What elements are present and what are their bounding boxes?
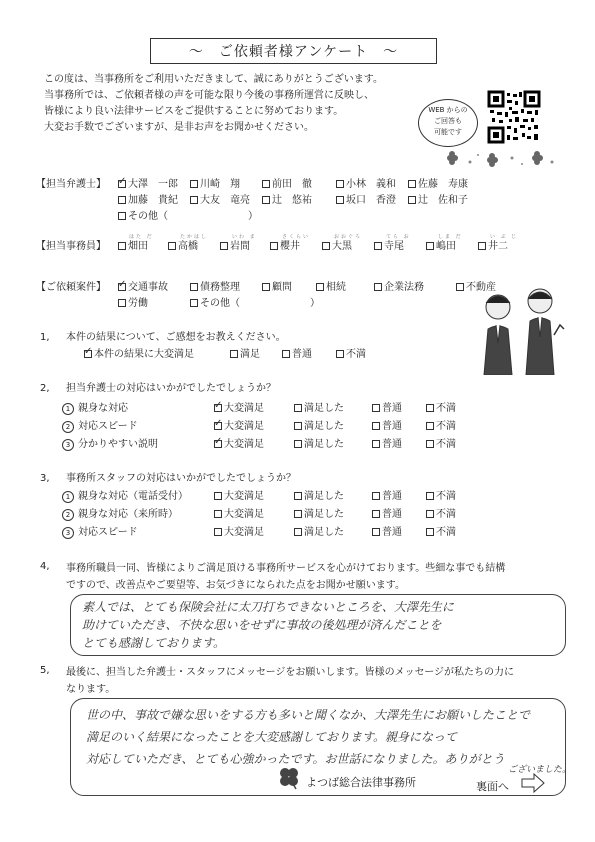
checkbox[interactable] [190,283,198,291]
handwriting-line: 助けていただき、不快な思いをせずに事故の後処理が済んだことを [82,618,442,632]
lawyer-name: 前田 徹 [272,179,312,190]
q2-row [62,420,138,433]
lawyer-name: 大友 竜亮 [200,195,250,206]
checkbox[interactable] [270,242,278,250]
q3-row [62,490,188,503]
checkbox-checked[interactable] [214,404,222,412]
lawyer-name: 加藤 貴紀 [128,195,178,206]
checkbox[interactable] [374,242,382,250]
staff-ruby: てら お [386,234,411,240]
staff-option[interactable] [220,240,250,253]
row-label: 対応スピード [78,421,138,432]
staff-name: 大黒 [332,241,352,252]
case-name: 企業法務 [384,282,424,293]
clover-logo-icon [276,764,302,794]
case-name: 債務整理 [200,282,240,293]
option-label: 不満 [346,349,366,360]
checkbox[interactable] [372,510,380,518]
staff-option[interactable] [322,240,352,253]
title-text: ～ ご依頼者様アンケート ～ [188,44,399,60]
option-label: 大変満足 [224,509,264,520]
row-number: 1 [62,491,74,503]
option-label: 不満 [436,491,456,502]
lawyer-option[interactable] [190,194,250,207]
option-label: 普通 [382,491,402,502]
checkbox[interactable] [336,180,344,188]
web-answer-badge [418,99,478,147]
lawyer-name: 佐藤 寿康 [418,179,468,190]
checkbox[interactable] [168,242,176,250]
option-label: 普通 [382,403,402,414]
staff-name: 井二 [488,241,508,252]
handwriting-line: 世の中、事故で嫌な思いをする方も多いと聞くなか、大澤先生にお願いしたことで [86,708,531,722]
staff-ruby: さくらい [282,234,311,240]
row-number: 2 [62,421,74,433]
q3-answer[interactable] [426,526,456,539]
handwriting-line: とても感謝しております。 [82,636,226,650]
staff-ruby: い ぶ じ [490,234,519,240]
option-label: 大変満足 [224,527,264,538]
option-label: 満足した [304,509,344,520]
q2-answer[interactable] [294,420,344,433]
q2-answer[interactable] [214,438,264,451]
question-number: 5, [40,665,50,676]
staff-section-label: 【担当事務員】 [36,241,106,252]
web-badge-line: ご回答も [434,117,462,125]
handwriting-line: 素人では、とても保険会社に太刀打ちできないところを、大澤先生に [82,600,454,614]
staff-ruby: はた だ [129,234,154,240]
checkbox[interactable] [214,510,222,518]
question-number: 4, [40,561,50,572]
row-number: 1 [62,403,74,415]
handwriting-line: 対応していただき、とても心強かったです。お世話になりました。ありがとう [86,752,505,766]
lawyer-option[interactable] [336,194,396,207]
question-line: 最後に、担当した弁護士・スタッフにメッセージをお願いします。皆様のメッセージが私たちの力に [66,667,514,678]
option-label: 普通 [382,527,402,538]
lawyer-name: 川崎 翔 [200,179,240,190]
row-label: 親身な対応（来所時） [78,509,178,520]
q3-row [62,508,178,521]
lawyer-option[interactable] [262,178,312,191]
q2-answer[interactable] [214,420,264,433]
q3-answer[interactable] [372,490,402,503]
checkbox[interactable] [456,283,464,291]
intro-line: 大変お手数でございますが、是非お声をお聞かせください。 [44,122,314,133]
checkbox[interactable] [426,404,434,412]
staff-option[interactable] [168,240,198,253]
checkbox[interactable] [294,440,302,448]
checkbox[interactable] [372,404,380,412]
checkbox[interactable] [118,242,126,250]
option-label: 満足した [304,527,344,538]
option-label: 大変満足 [224,421,264,432]
checkbox-checked[interactable] [214,440,222,448]
checkbox[interactable] [262,196,270,204]
checkbox[interactable] [118,299,126,307]
checkbox[interactable] [294,510,302,518]
checkbox[interactable] [426,492,434,500]
checkbox[interactable] [190,196,198,204]
question-text: 事務所スタッフの対応はいかがでしたでしょうか？ [66,473,296,484]
checkbox[interactable] [118,196,126,204]
option-label: 本件の結果に大変満足 [94,349,194,360]
question-line: なります。 [66,684,116,695]
checkbox[interactable] [190,180,198,188]
checkbox[interactable] [282,350,290,358]
q2-row [62,438,158,451]
q2-answer[interactable] [214,402,264,415]
question-text: 担当弁護士の対応はいかがでしたでしょうか？ [66,383,276,394]
q1-option[interactable] [84,348,194,361]
q3-row [62,526,138,539]
case-option[interactable] [190,297,320,310]
checkbox[interactable] [426,422,434,430]
case-section-label: 【ご依頼案件】 [36,282,106,293]
web-badge-line: WEB からの [428,106,468,114]
lawyer-option[interactable] [118,178,178,191]
checkbox[interactable] [214,528,222,536]
lawyer-other-label: その他（ ） [128,211,258,222]
checkbox[interactable] [426,510,434,518]
checkbox-checked[interactable] [84,350,92,358]
checkbox[interactable] [230,350,238,358]
checkbox[interactable] [336,196,344,204]
row-label: 対応スピード [78,527,138,538]
q2-answer[interactable] [372,402,402,415]
row-label: 親身な対応（電話受付） [78,491,188,502]
lawyer-other-option[interactable] [118,210,258,223]
checkbox-checked[interactable] [118,283,126,291]
lawyer-name: 辻 悠祐 [272,195,312,206]
checkbox-checked[interactable] [118,180,126,188]
staff-ruby: たかはし [180,234,209,240]
row-label: 親身な対応 [78,403,128,414]
q2-answer[interactable] [372,438,402,451]
checkbox[interactable] [372,422,380,430]
question-number: 2, [40,383,50,394]
office-name: よつば総合法律事務所 [306,776,416,789]
intro-line: 当事務所では、ご依頼者様の声を可能な限り今後の事務所運営に反映し、 [44,90,374,101]
case-option[interactable] [316,281,346,294]
q2-answer[interactable] [294,402,344,415]
staff-option[interactable] [478,240,508,253]
checkbox[interactable] [372,492,380,500]
checkbox[interactable] [426,242,434,250]
lawyer-section-label: 【担当弁護士】 [36,179,106,190]
staff-name: 嶋田 [436,241,456,252]
checkbox[interactable] [262,283,270,291]
q1-option[interactable] [230,348,260,361]
checkbox-checked[interactable] [214,422,222,430]
lawyer-option[interactable] [190,178,240,191]
staff-name: 畑田 [128,241,148,252]
lawyer-option[interactable] [408,194,468,207]
checkbox[interactable] [294,492,302,500]
intro-block [44,72,383,136]
option-label: 不満 [436,439,456,450]
option-label: 不満 [436,421,456,432]
row-number: 2 [62,509,74,521]
option-label: 普通 [382,439,402,450]
staff-ruby: おおぐろ [334,234,363,240]
q2-answer[interactable] [426,420,456,433]
q2-answer[interactable] [294,438,344,451]
option-label: 満足した [304,439,344,450]
checkbox[interactable] [316,283,324,291]
option-label: 大変満足 [224,403,264,414]
lawyer-name: 大澤 一郎 [128,179,178,190]
q3-answer[interactable] [426,490,456,503]
lawyer-name: 辻 佐和子 [418,195,468,206]
staff-name: 岩間 [230,241,250,252]
next-page-label[interactable]: 裏面へ [476,780,509,793]
intro-line: 皆様により良い法律サービスをご提供することに努めております。 [44,106,344,117]
survey-title [150,38,437,64]
q3-answer[interactable] [294,526,344,539]
case-option[interactable] [190,281,240,294]
row-number: 3 [62,527,74,539]
staff-ruby: いわ ま [232,234,257,240]
checkbox[interactable] [118,212,126,220]
q2-answer[interactable] [372,420,402,433]
option-label: 普通 [292,349,312,360]
q3-answer[interactable] [214,508,264,521]
question-number: 1, [40,332,50,343]
question-text [66,664,514,698]
checkbox[interactable] [374,283,382,291]
checkbox[interactable] [294,404,302,412]
staff-ruby: しま だ [438,234,463,240]
staff-option[interactable] [118,240,148,253]
staff-option[interactable] [270,240,300,253]
staff-option[interactable] [426,240,456,253]
option-label: 満足した [304,403,344,414]
option-label: 不満 [436,527,456,538]
case-name: その他（ ） [200,298,320,309]
case-name: 交通事故 [128,282,168,293]
checkbox[interactable] [372,528,380,536]
checkbox[interactable] [336,350,344,358]
q1-option[interactable] [282,348,312,361]
lawyers-illustration [470,285,570,375]
checkbox[interactable] [408,180,416,188]
handwriting-line: 満足のいく結果になったことを大変感謝しております。親身になって [86,730,458,744]
row-label: 分かりやすい説明 [78,439,158,450]
lawyer-option[interactable] [408,178,468,191]
q2-row [62,402,128,415]
case-name: 相続 [326,282,346,293]
checkbox[interactable] [220,242,228,250]
staff-option[interactable] [374,240,404,253]
lawyer-name: 坂口 香澄 [346,195,396,206]
staff-name: 櫻井 [280,241,300,252]
question-line: ですので、改善点やご要望等、お気づきになられた点をお聞かせ願います。 [66,580,405,591]
lawyer-option[interactable] [118,194,178,207]
checkbox[interactable] [408,196,416,204]
staff-name: 高橋 [178,241,198,252]
lawyer-option[interactable] [262,194,312,207]
question-number: 3, [40,473,50,484]
case-option[interactable] [118,281,168,294]
q3-answer[interactable] [214,490,264,503]
option-label: 満足した [304,421,344,432]
q3-answer[interactable] [426,508,456,521]
arrow-right-icon[interactable] [520,772,546,798]
option-label: 普通 [382,421,402,432]
clover-decoration-icon [440,150,560,170]
option-label: 満足 [240,349,260,360]
case-name: 労働 [128,298,148,309]
q2-answer[interactable] [426,402,456,415]
case-name: 不動産 [466,282,496,293]
q3-answer[interactable] [372,508,402,521]
q4-handwritten-answer [82,598,454,652]
option-label: 大変満足 [224,439,264,450]
option-label: 不満 [436,403,456,414]
q5-handwritten-answer [86,704,530,770]
q3-answer[interactable] [214,526,264,539]
checkbox[interactable] [262,180,270,188]
checkbox[interactable] [426,528,434,536]
case-option[interactable] [118,297,148,310]
question-text [66,560,505,594]
staff-name: 寺尾 [384,241,404,252]
option-label: 大変満足 [224,491,264,502]
q1-option[interactable] [336,348,366,361]
checkbox[interactable] [372,440,380,448]
intro-line: この度は、当事務所をご利用いただきまして、誠にありがとうございます。 [44,74,383,85]
q3-answer[interactable] [294,508,344,521]
handwriting-tail: ございました。 [508,765,572,775]
qr-code-icon[interactable] [487,90,541,144]
checkbox[interactable] [426,440,434,448]
option-label: 普通 [382,509,402,520]
option-label: 満足した [304,491,344,502]
checkbox[interactable] [322,242,330,250]
case-option[interactable] [262,281,292,294]
checkbox[interactable] [214,492,222,500]
checkbox[interactable] [294,422,302,430]
q2-answer[interactable] [426,438,456,451]
q3-answer[interactable] [372,526,402,539]
lawyer-name: 小林 義和 [346,179,396,190]
checkbox[interactable] [190,299,198,307]
case-option[interactable] [374,281,424,294]
checkbox[interactable] [294,528,302,536]
q3-answer[interactable] [294,490,344,503]
checkbox[interactable] [478,242,486,250]
lawyer-option[interactable] [336,178,396,191]
web-badge-line: 可能です [434,128,462,136]
question-text: 本件の結果について、ご感想をお教えください。 [66,332,286,343]
option-label: 不満 [436,509,456,520]
case-name: 顧問 [272,282,292,293]
question-line: 事務所職員一同、皆様によりご満足頂ける事務所サービスを心がけております。些細な事でも結構 [66,563,506,574]
row-number: 3 [62,439,74,451]
